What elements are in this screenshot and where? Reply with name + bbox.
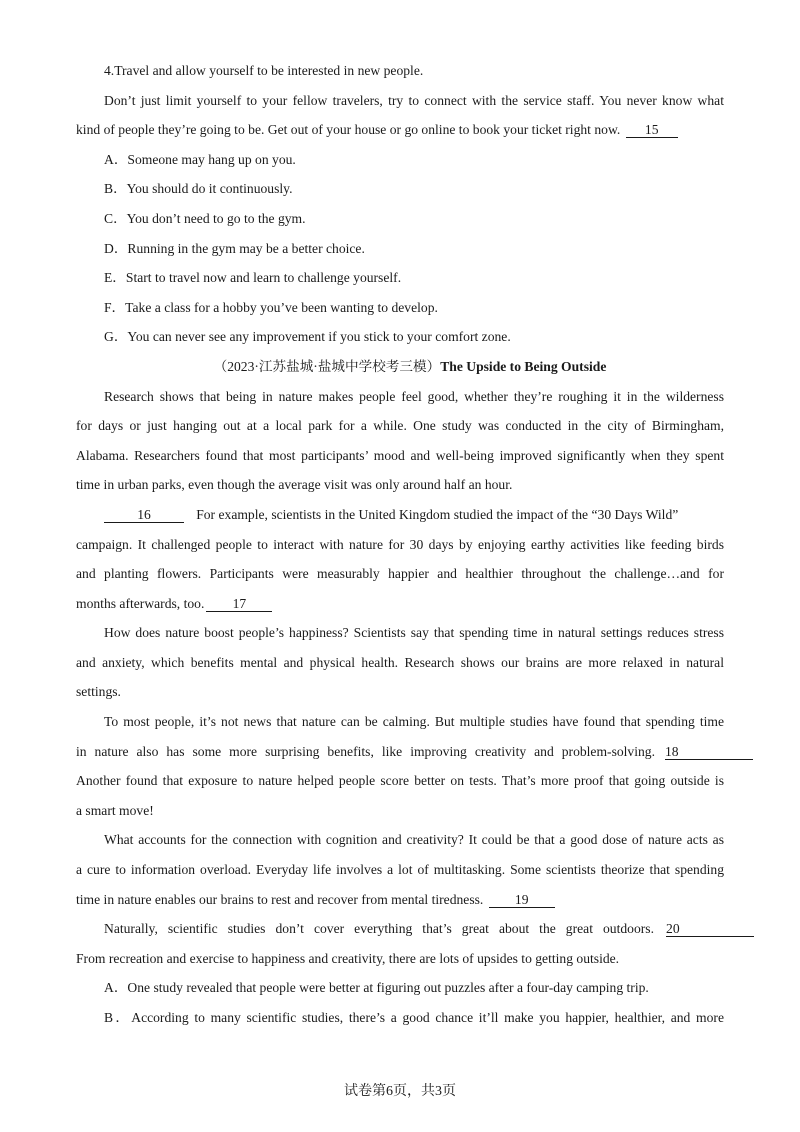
paragraph-line: and planting flowers. Participants were measurably happier and healthier throughout the challenge…and for — [76, 566, 724, 582]
answer-blank-15[interactable]: 15 — [626, 122, 678, 138]
paragraph-line: months afterwards, too. 17 — [76, 589, 724, 619]
paragraph-line: To most people, it’s not news that nature can be calming. But multiple studies have found that spending time — [104, 714, 724, 730]
option-item: A．Someone may hang up on you. — [104, 151, 296, 167]
paragraph-line: From recreation and exercise to happiness and creativity, there are lots of upsides to getting outside. — [76, 950, 620, 966]
option-item: C．You don’t need to go to the gym. — [104, 210, 306, 226]
paragraph-line: a smart move! — [76, 802, 154, 818]
tip-heading: 4.Travel and allow yourself to be interested in new people. — [104, 63, 424, 78]
paragraph-line: What accounts for the connection with cognition and creativity? It could be that a good dose of nature acts as — [104, 832, 724, 848]
paragraph-line: 16 For example, scientists in the United Kingdom studied the impact of the “30 Days Wild” — [76, 500, 724, 530]
passage-source: （2023·江苏盐城·盐城中学校考三模） — [213, 358, 441, 374]
answer-blank-17[interactable]: 17 — [206, 596, 272, 612]
option-item: B．You should do it continuously. — [104, 181, 293, 197]
paragraph-line: Research shows that being in nature makes people feel good, whether they’re roughing it in the wilderness — [104, 388, 724, 404]
passage-title — [76, 352, 724, 382]
answer-blank-18[interactable]: 18 — [665, 744, 753, 760]
tip-paragraph-line: kind of people they’re going to be. Get out of your house or go online to book your ticket right now. 15 — [76, 115, 724, 145]
paragraph-line: Alabama. Researchers found that most participants’ mood and well-being improved significantly when they spent — [76, 447, 724, 463]
option-item: E．Start to travel now and learn to challenge yourself. — [104, 270, 402, 286]
option-item: B．According to many scientific studies, there’s a good chance it’ll make you happier, healthier, and more — [104, 1010, 724, 1025]
paragraph-line: campaign. It challenged people to interact with nature for 30 days by enjoying earthy activities like feeding birds — [76, 536, 724, 552]
paragraph-line: Naturally, scientific studies don’t cover everything that’s great about the great outdoors. 20 — [76, 914, 756, 944]
paragraph-line: in nature also has some more surprising benefits, like improving creativity and problem-solving. 18 — [76, 737, 755, 767]
paragraph-line: for days or just hanging out at a local park for a while. One study was conducted in the city of Birmingham, — [76, 418, 724, 434]
paragraph-line: settings. — [76, 684, 121, 700]
answer-blank-20[interactable]: 20 — [666, 921, 754, 937]
option-item: G．You can never see any improvement if you stick to your comfort zone. — [104, 329, 511, 345]
answer-blank-16[interactable]: 16 — [104, 507, 184, 523]
paragraph-line: a cure to information overload. Everyday life involves a lot of multitasking. Some scientists theorize that spending — [76, 862, 724, 878]
tip-paragraph-line: Don’t just limit yourself to your fellow travelers, try to connect with the service staff. You never know what — [104, 92, 724, 108]
answer-blank-19[interactable]: 19 — [489, 892, 555, 908]
page-footer: 试卷第6页，共3页 — [344, 1084, 456, 1099]
passage-title-text: The Upside to Being Outside — [440, 358, 607, 374]
paragraph-line: time in urban parks, even though the average visit was only around half an hour. — [76, 477, 513, 493]
paragraph-line: How does nature boost people’s happiness? Scientists say that spending time in natural settings reduces stress — [104, 625, 724, 641]
paragraph-line: time in nature enables our brains to rest and recover from mental tiredness. 19 — [76, 885, 724, 915]
page-content — [76, 56, 724, 1033]
option-item: D．Running in the gym may be a better choice. — [104, 240, 365, 256]
paragraph-line: and anxiety, which benefits mental and physical health. Research shows our brains are more relaxed in natural — [76, 654, 724, 670]
option-item: A．One study revealed that people were better at figuring out puzzles after a four-day camping trip. — [104, 980, 649, 996]
option-item: F．Take a class for a hobby you’ve been wanting to develop. — [104, 299, 438, 315]
paragraph-line: Another found that exposure to nature helped people score better on tests. That’s more proof that going outside is — [76, 773, 724, 789]
